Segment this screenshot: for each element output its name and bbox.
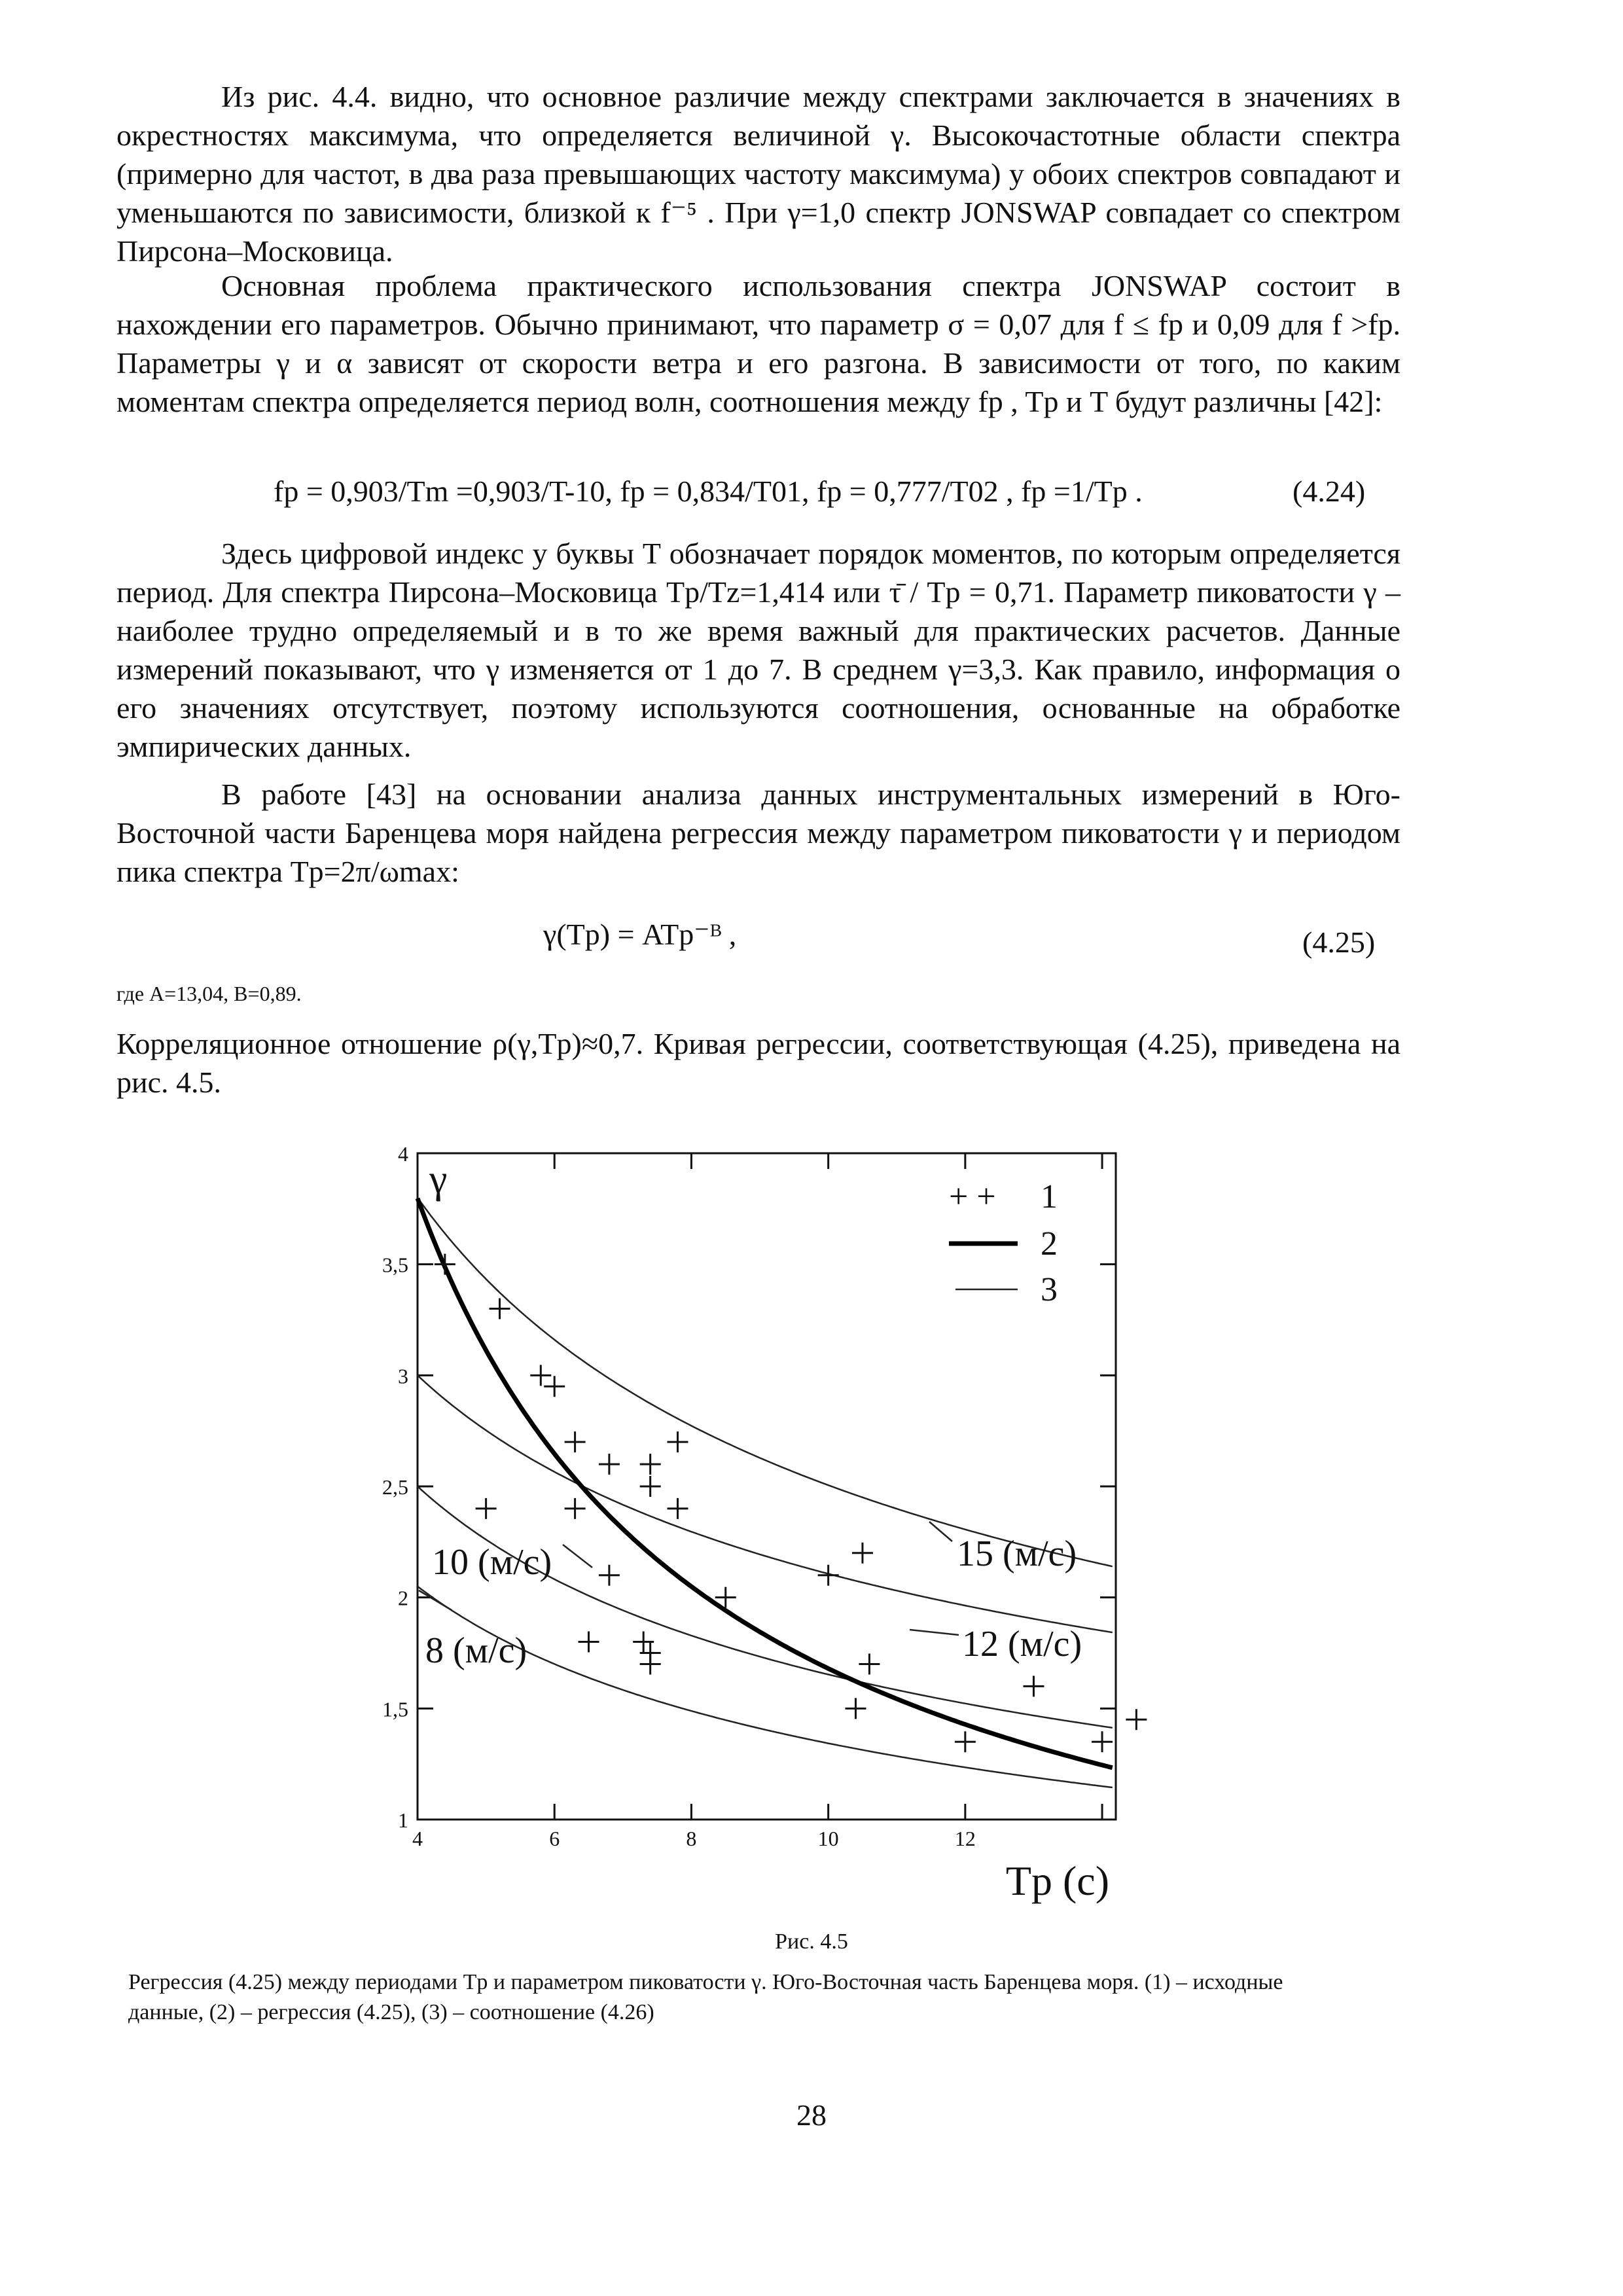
data-point (1023, 1676, 1044, 1696)
paragraph-4: В работе [43] на основании анализа данных инструментальных измерений в Юго-Восточной части Баренцева моря найдена регрессия между параметром пиковатости γ и периодом пика спектра Tp=2π/ωmax: (116, 778, 1400, 888)
wind-curve (418, 1587, 1113, 1787)
data-point (565, 1498, 586, 1519)
data-point (640, 1653, 661, 1674)
x-tick-label: 4 (412, 1827, 423, 1850)
plot-frame (418, 1153, 1116, 1820)
y-tick-label: 2 (398, 1586, 408, 1610)
wind-curve (418, 1375, 1113, 1632)
equation-4-24: fp = 0,903/Tm =0,903/T-10, fp = 0,834/T01, fp = 0,777/T02 , fp =1/Tp . (274, 475, 1143, 508)
wind-label-leader (910, 1630, 959, 1635)
data-point (544, 1376, 565, 1397)
legend-label-1: 1 (1041, 1178, 1058, 1215)
y-tick-label: 4 (398, 1142, 408, 1166)
data-point (668, 1431, 688, 1452)
wind-curve (418, 1486, 1113, 1728)
x-axis-label: Tp (c) (1005, 1857, 1109, 1904)
legend-label-3: 3 (1041, 1271, 1058, 1308)
x-tick-label: 6 (549, 1827, 560, 1850)
data-point (1126, 1709, 1147, 1730)
y-tick-label: 3 (398, 1364, 408, 1388)
data-point (845, 1698, 866, 1719)
figure-caption: Регрессия (4.25) между периодами Tp и параметром пиковатости γ. Юго-Восточная часть Баренцева моря. (1) – исходные данные, (2) – регрессия (4.25), (3) – соотношение (4.26) (128, 1970, 1283, 2024)
figure-caption-title: Рис. 4.5 (775, 1929, 848, 1954)
legend-label-2: 2 (1041, 1225, 1058, 1263)
wind-label-leader (419, 1590, 452, 1610)
y-tick-label: 1 (398, 1808, 408, 1832)
data-point (640, 1454, 661, 1475)
x-tick-label: 8 (686, 1827, 697, 1850)
y-tick-label: 1,5 (382, 1697, 408, 1721)
paragraph-3: Здесь цифровой индекс у буквы Т обозначает порядок моментов, по которым определяется период. Для спектра Пирсона–Московица Tp/Tz=1,414 или τ̄ / Tp = 0,71. Параметр пиковатости γ – наиболее трудно определяемый и в то же время важный для практических расчетов. Данные измерений показывают, что γ изменяется от 1 до 7. В среднем γ=3,3. Как правило, информация о его значениях отсутствует, поэтому используются соотношения, основанные на обработке эмпирических данных. (116, 537, 1400, 763)
wind-label: 10 (м/с) (432, 1542, 552, 1583)
data-point (818, 1565, 839, 1586)
data-point (640, 1476, 661, 1497)
wind-label: 12 (м/с) (962, 1624, 1082, 1664)
wind-label-leader (563, 1545, 592, 1568)
data-point (668, 1498, 688, 1519)
page-number: 28 (796, 2098, 827, 2132)
data-point (490, 1299, 510, 1319)
paragraph-2: Основная проблема практического использования спектра JONSWAP состоит в нахождении его параметров. Обычно принимают, что параметр σ = 0,07 для f ≤ fp и 0,09 для f >fp. Параметры γ и α зависят от скорости ветра и его разгона. В зависимости от того, по каким моментам спектра определяется период волн, соотношения между fp , Tp и T будут различны [42]: (116, 269, 1400, 418)
data-point (435, 1254, 455, 1275)
where-constants: где A=13,04, B=0,89. (116, 982, 302, 1005)
regression-curve (418, 1198, 1113, 1768)
data-point (579, 1632, 599, 1653)
data-point (859, 1653, 880, 1674)
x-tick-label: 12 (954, 1827, 976, 1850)
legend-symbol-points: + + (949, 1178, 996, 1215)
data-point (955, 1731, 976, 1752)
data-point (1092, 1731, 1113, 1752)
wind-label: 8 (м/с) (425, 1630, 527, 1671)
x-tick-label: 10 (817, 1827, 839, 1850)
data-point (530, 1365, 551, 1386)
data-point (476, 1498, 497, 1519)
wind-label: 15 (м/с) (957, 1534, 1077, 1574)
y-tick-label: 3,5 (382, 1253, 408, 1277)
equation-number-4-25: (4.25) (1302, 925, 1376, 959)
wind-curve (418, 1198, 1113, 1566)
paragraph-1: Из рис. 4.4. видно, что основное различие между спектрами заключается в значениях в окрестностях максимума, что определяется величиной γ. Высокочастотные области спектра (примерно для частот, в два раза превышающих частоту максимума) у обоих спектров совпадают и уменьшаются по зависимости, близкой к f⁻⁵ . При γ=1,0 спектр JONSWAP совпадает со спектром Пирсона–Московица. (116, 80, 1400, 268)
paragraph-5: Корреляционное отношение ρ(γ,Tp)≈0,7. Кривая регрессии, соответствующая (4.25), приведена на рис. 4.5. (116, 1027, 1400, 1099)
y-tick-label: 2,5 (382, 1475, 408, 1499)
data-point (599, 1565, 620, 1586)
equation-number-4-24: (4.24) (1293, 475, 1366, 508)
y-axis-label: γ (429, 1157, 448, 1202)
data-point (599, 1454, 620, 1475)
data-point (565, 1431, 586, 1452)
equation-4-25: γ(Tp) = ATp⁻ᴮ , (543, 918, 737, 951)
data-point (852, 1543, 873, 1564)
